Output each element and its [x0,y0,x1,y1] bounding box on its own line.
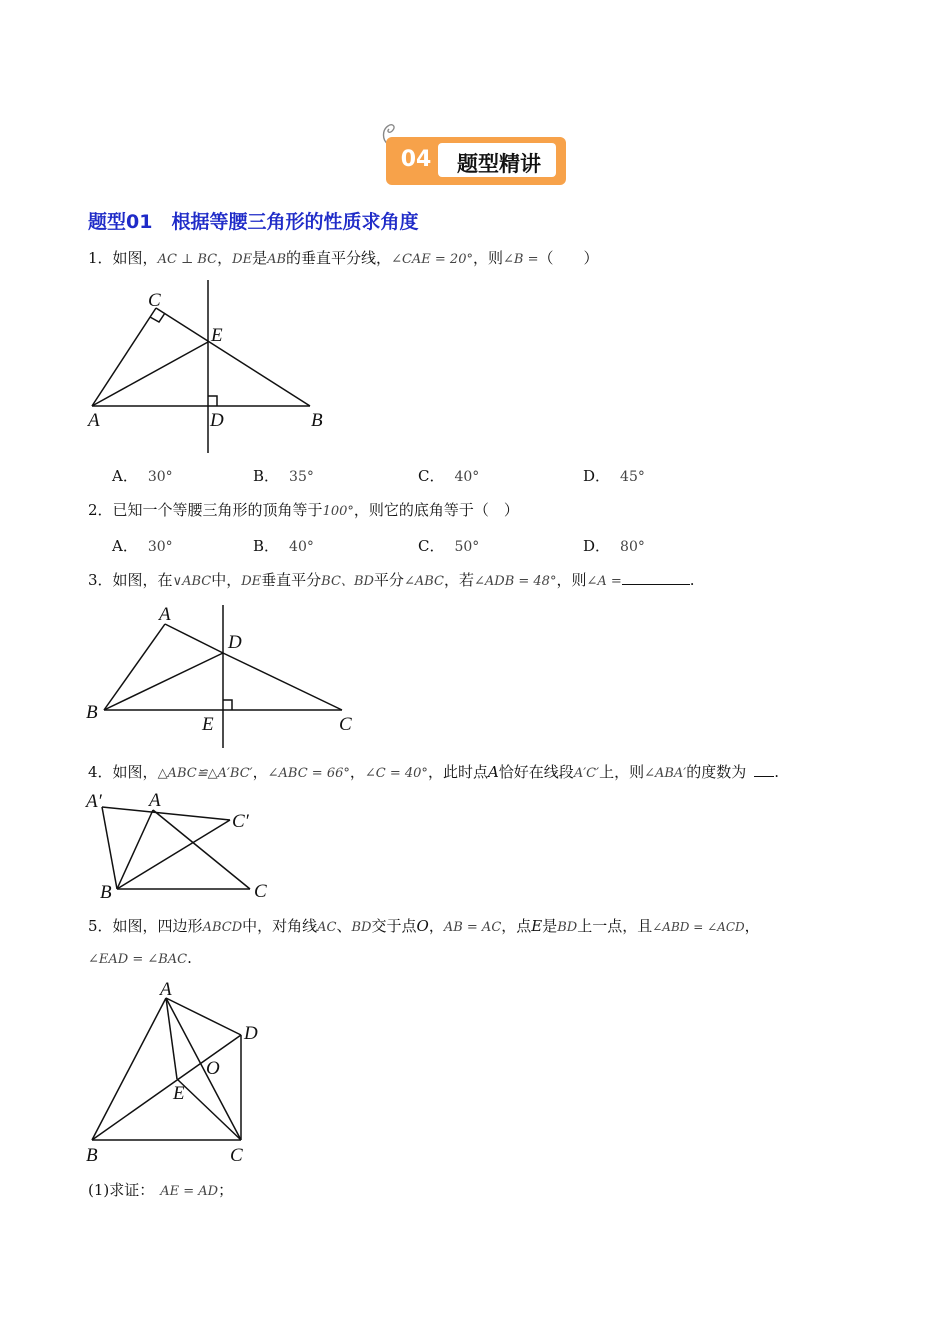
q1-label-e: E [211,325,223,346]
q5-text: ， [744,917,760,935]
q1-text: 的垂直平分线， [286,249,392,267]
q3-math: BC [321,574,341,589]
q3-text: . [689,571,695,589]
q5-math: AB = AC [443,920,502,935]
q1-number: 1． [88,249,113,267]
q3-segment-ad [165,624,223,653]
q3-math: ∠ABC [403,574,444,589]
q1-math: AC ⊥ BC [157,252,218,267]
option-value: 30° [147,469,173,485]
q5-number: 5． [88,917,113,935]
q3-math: BD [353,574,374,589]
q5-label-d: D [244,1023,258,1044]
q3-text: 如图，在 [112,571,173,589]
option-value: 45° [620,469,645,485]
q5-math: E [531,917,543,935]
q1-option-d[interactable] [583,465,645,486]
q4-answer-blank[interactable] [754,762,774,777]
q5-segment-ec [177,1079,241,1140]
question-5-line-2 [88,948,192,970]
q5-figure [80,978,280,1168]
q4-text: 的度数为 [686,763,747,781]
badge-label: 题型精讲 [457,152,541,176]
question-5 [88,916,760,938]
option-key: B． [253,467,280,485]
q3-label-e: E [202,714,214,735]
q3-label-a: A [159,604,171,625]
q1-right-angle-d [208,396,217,406]
q4-segment-a1c1 [102,807,230,820]
q1-segment-ac [92,308,156,406]
q4-figure [80,790,280,905]
q4-math: ∠ABA′ [644,766,687,781]
q5-sub1-end: ； [218,1181,234,1199]
q3-segment-dc [223,653,342,710]
q3-text: 垂直平分 [261,571,322,589]
badge-number: 04 [400,147,432,172]
q5-segment-ac [166,998,241,1140]
q3-number: 3． [88,571,113,589]
q1-text: 如图， [112,249,158,267]
q1-segment-ae [92,342,208,406]
q1-text: ，则 [472,249,503,267]
q3-text: 平分 [373,571,404,589]
q4-text: 恰好在线段 [498,763,574,781]
q5-text: 是 [542,917,558,935]
q3-label-d: D [228,632,242,653]
q5-text: 中，对角线 [242,917,318,935]
q5-segment-bd [92,1035,241,1140]
q3-text: ，若 [443,571,474,589]
option-value: 50° [454,539,480,555]
q4-text: . [774,763,780,781]
q1-math: DE [232,252,253,267]
q3-math: DE [241,574,262,589]
q2-option-d[interactable] [583,535,645,556]
option-key: A． [112,467,138,485]
q3-label-c: C [339,714,352,735]
q4-label-b: B [100,882,112,903]
q4-label-c-prime: C′ [232,811,249,832]
q4-math: △ABC≌△A′BC′ [157,766,253,781]
q3-figure [80,602,370,752]
option-value: 80° [620,539,645,555]
q5-label-e: E [173,1083,185,1104]
q3-math: ∠ADB = 48° [473,574,557,589]
q3-right-angle-e [223,700,232,710]
option-key: B． [253,537,280,555]
q5-segment-ad [166,998,241,1035]
q4-math: ∠C = 40° [364,766,428,781]
q5-text: 上一点，且 [577,917,653,935]
q5-math: BD [557,920,578,935]
q5-sub1-math: AE = AD [160,1184,219,1199]
q5-segment-ab [92,998,166,1140]
option-value: 30° [147,539,173,555]
q1-label-b: B [311,410,323,431]
question-4 [88,762,779,784]
q5-math: ∠ABD = ∠ACD [652,920,745,934]
section-badge [386,137,566,185]
q5-segment-ae [166,998,177,1079]
q4-text: ，此时点 [427,763,488,781]
q4-number: 4． [88,763,113,781]
q3-segment-bd [104,653,223,710]
q1-option-a[interactable] [112,465,173,486]
q5-math: AC [317,920,337,935]
q5-text: . [187,949,192,967]
q5-text: ，点 [501,917,532,935]
q1-math: AB [267,252,287,267]
option-value: 40° [454,469,480,485]
q5-sub1-label: (1)求证： [88,1181,155,1199]
q3-math: 、 [340,574,354,589]
q5-math: ABCD [202,920,243,935]
q1-text: （ ） [538,249,599,267]
q1-label-a: A [88,410,100,431]
q1-label-d: D [210,410,224,431]
q3-math: ∨ABC [172,574,212,589]
q3-math: ∠A = [586,574,622,589]
q4-segment-bc1 [117,820,230,889]
q2-option-a[interactable] [112,535,173,556]
q5-sub-question-1 [88,1180,233,1202]
q3-label-b: B [86,702,98,723]
q1-option-c[interactable] [418,465,479,486]
q3-text: 中， [211,571,242,589]
q4-text: ， [349,763,365,781]
q1-math: ∠CAE = 20° [391,252,473,267]
q5-math: BD [351,920,372,935]
q5-text: 、 [336,917,352,935]
option-value: 40° [289,539,314,555]
q4-label-a-prime: A′ [86,791,102,812]
q5-text: 如图，四边形 [112,917,203,935]
option-key: D． [583,467,611,485]
question-2 [88,500,519,522]
q4-text: ， [252,763,268,781]
q4-segment-a1b [102,807,117,889]
q1-segment-cb [156,308,310,406]
q2-math: 100° [322,504,354,519]
q4-math: A [487,763,499,781]
option-value: 35° [289,469,314,485]
option-key: C． [418,537,445,555]
section-title: 题型01 根据等腰三角形的性质求角度 [88,211,419,233]
q1-math: ∠B = [503,252,539,267]
q5-text: ， [428,917,444,935]
q1-option-b[interactable] [253,465,314,486]
q2-option-c[interactable] [418,535,479,556]
q1-text: ， [217,249,233,267]
q2-number: 2． [88,501,113,519]
q5-math: O [416,917,429,935]
option-key: C． [418,467,445,485]
q4-text: 上，则 [599,763,645,781]
q5-text: 交于点 [371,917,417,935]
q5-label-o: O [206,1058,220,1079]
q4-label-a: A [149,790,161,811]
q5-label-c: C [230,1145,243,1166]
q1-text: 是 [252,249,268,267]
option-key: A． [112,537,138,555]
q2-text: 已知一个等腰三角形的顶角等于 [112,501,323,519]
q5-label-b: B [86,1145,98,1166]
q4-math: A′C′ [573,766,600,781]
q2-option-b[interactable] [253,535,314,556]
option-key: D． [583,537,611,555]
q5-math: ∠EAD = ∠BAC [88,952,188,967]
q3-segment-ba [104,624,165,710]
q4-label-c: C [254,881,267,902]
q3-text: ，则 [556,571,587,589]
q1-figure [80,278,340,458]
q5-label-a: A [160,979,172,1000]
q3-answer-blank[interactable] [622,570,690,585]
question-3 [88,570,695,592]
q1-label-c: C [148,290,161,311]
q4-math: ∠ABC = 66° [267,766,350,781]
q2-text: ，则它的底角等于（ ） [353,501,519,519]
q4-text: 如图， [112,763,158,781]
question-1 [88,248,599,270]
